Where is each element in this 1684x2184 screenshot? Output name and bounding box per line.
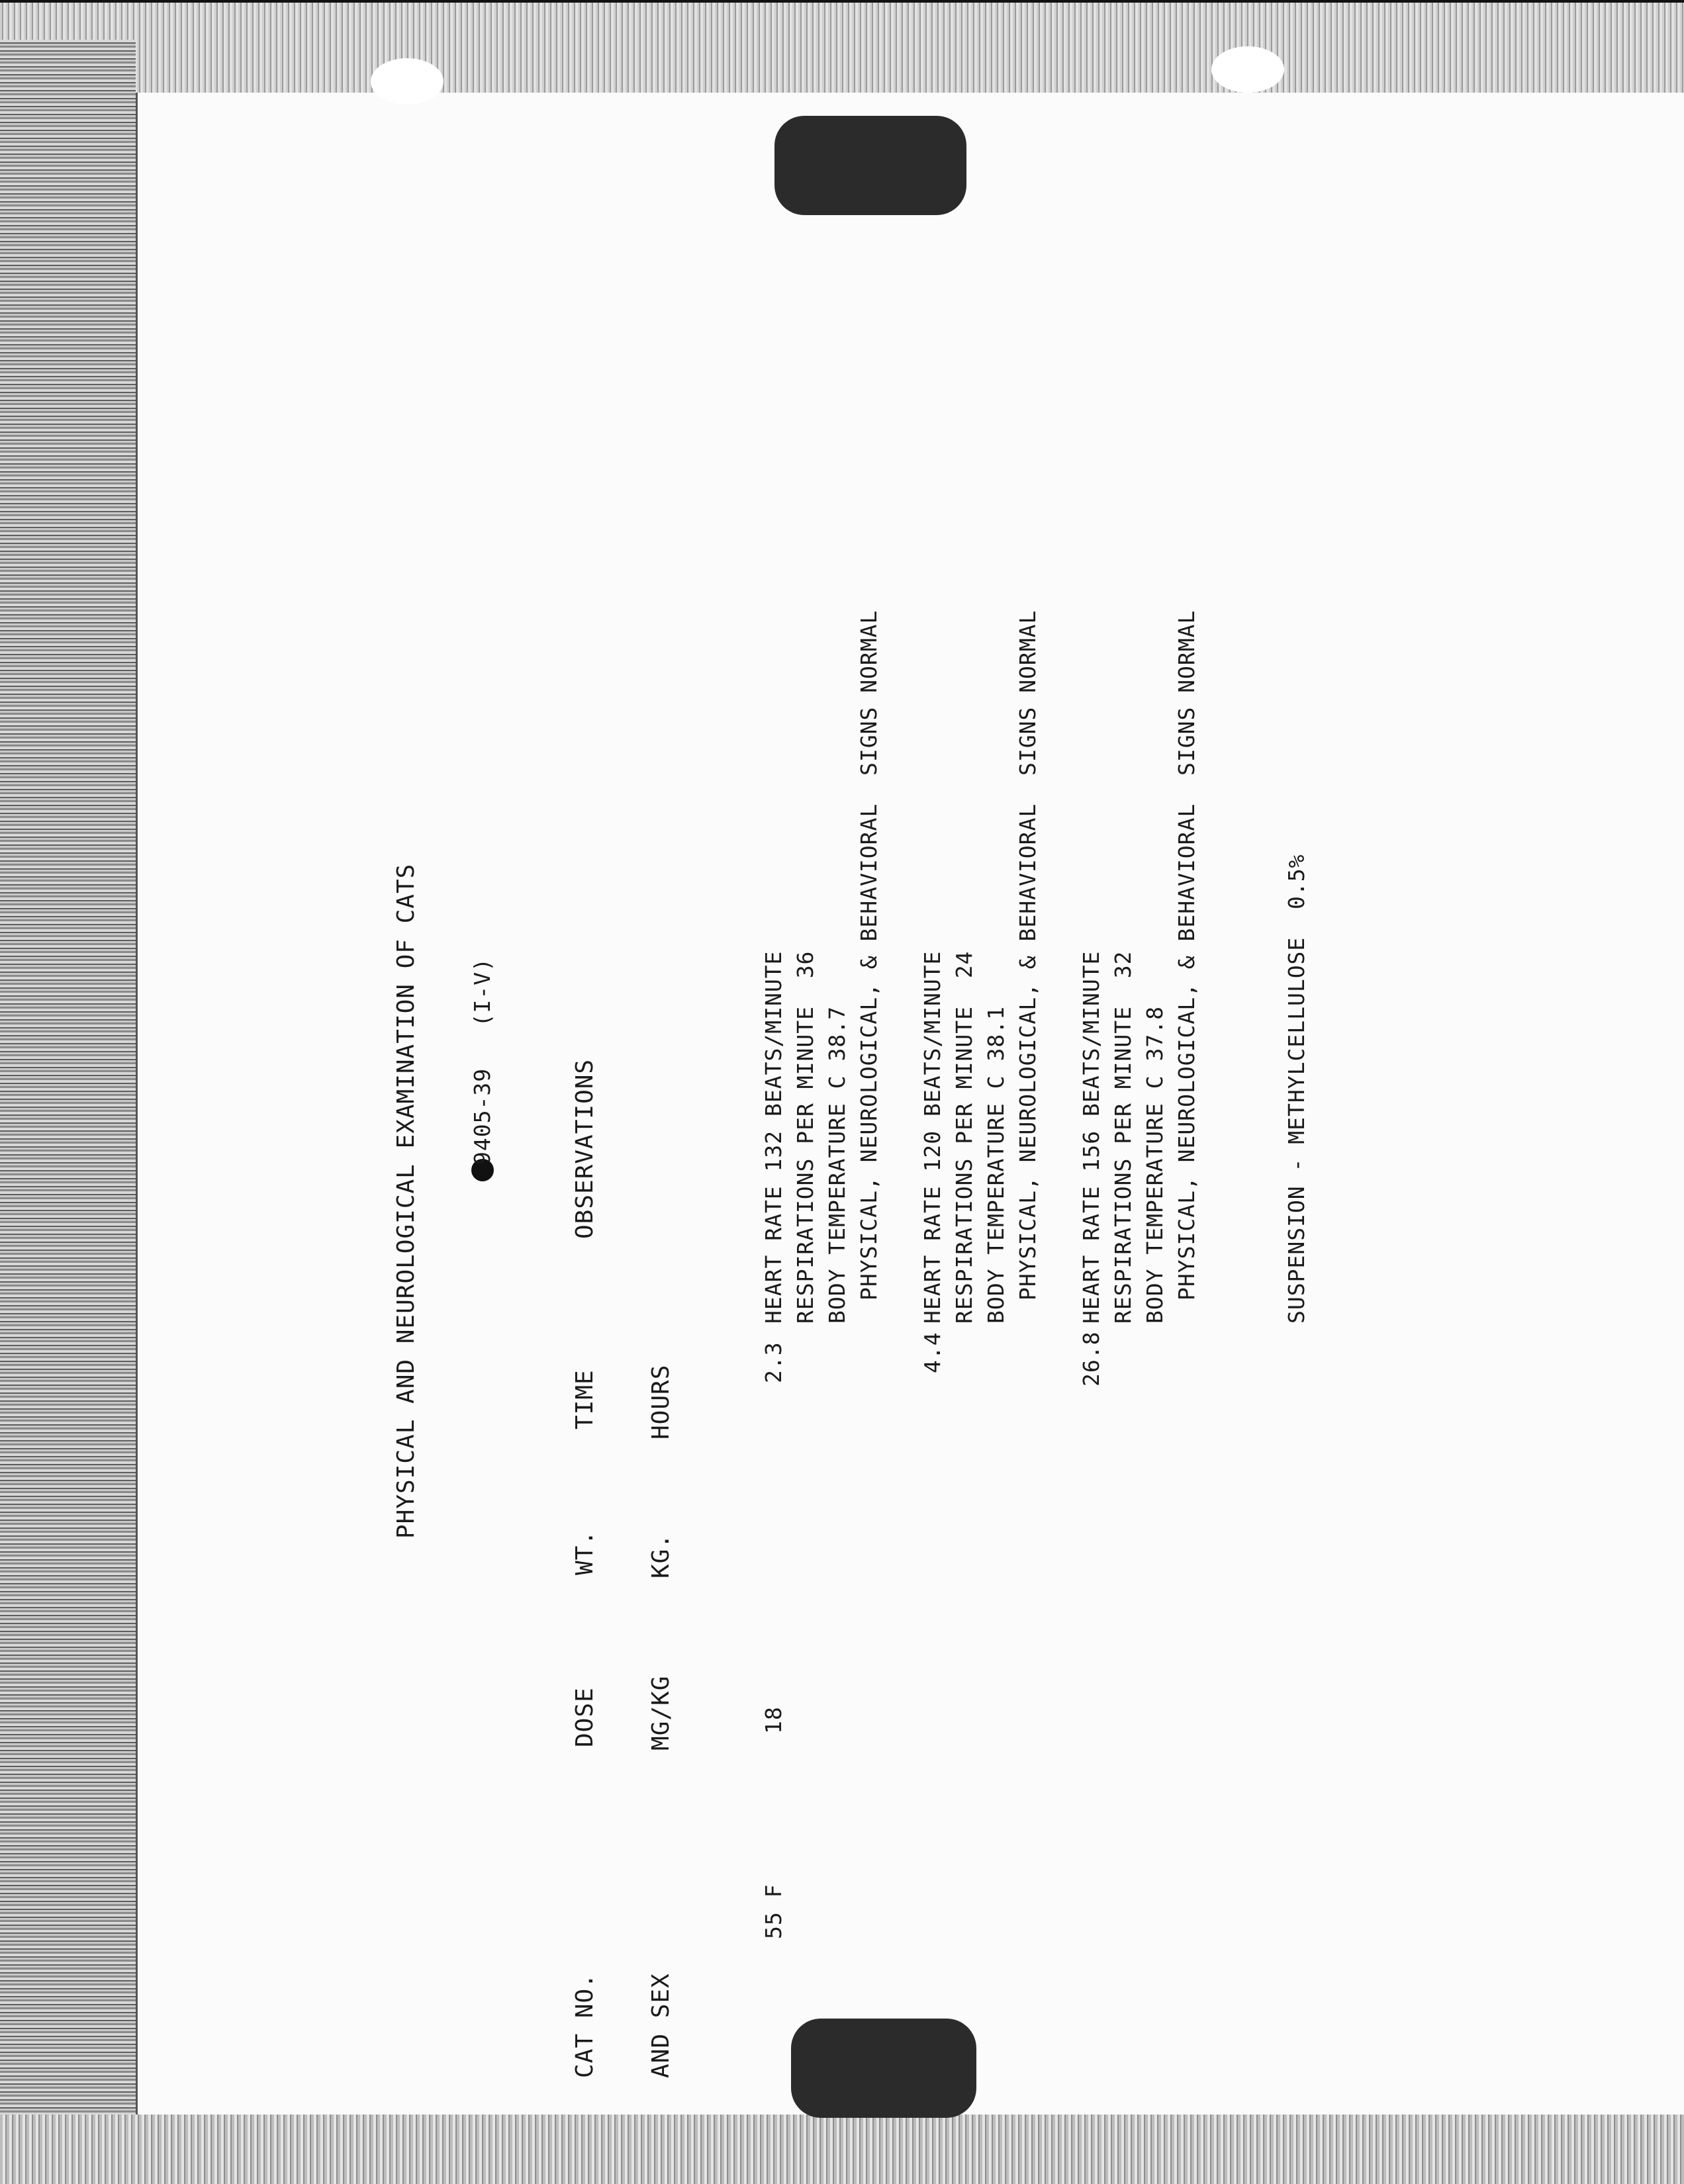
entry-signs: PHYSICAL, NEUROLOGICAL, & BEHAVIORAL SIGNS NORMAL <box>856 610 882 1300</box>
entry-time: 2.3 <box>761 1342 786 1383</box>
entry-heart-rate: HEART RATE 156 BEATS/MINUTE <box>1078 950 1104 1324</box>
entry-time: 4.4 <box>919 1332 945 1373</box>
footnote-suspension: SUSPENSION - METHYLCELLULOSE 0.5% <box>1284 854 1309 1324</box>
header-and-sex: AND SEX <box>647 1973 675 2078</box>
header-mg-kg: MG/KG <box>647 1675 675 1751</box>
header-cat-no: CAT NO. <box>571 1973 598 2078</box>
entry-respirations: RESPIRATIONS PER MINUTE 32 <box>1110 950 1136 1324</box>
header-kg: KG. <box>647 1533 675 1578</box>
entry-heart-rate: HEART RATE 132 BEATS/MINUTE <box>761 950 786 1324</box>
entry-body-temp: BODY TEMPERATURE C 38.7 <box>824 1006 850 1324</box>
cat-id-sex: 55 F <box>761 1884 786 1939</box>
header-dose: DOSE <box>571 1687 598 1747</box>
entry-respirations: RESPIRATIONS PER MINUTE 36 <box>792 950 818 1324</box>
entry-time: 26.8 <box>1078 1331 1104 1387</box>
cat-dose: 18 <box>761 1706 786 1734</box>
header-time: TIME <box>571 1369 598 1430</box>
header-hours: HOURS <box>647 1364 675 1439</box>
document-subtitle: 9405-39 (I-V) <box>469 957 495 1165</box>
entry-body-temp: BODY TEMPERATURE C 37.8 <box>1142 1006 1168 1324</box>
entry-heart-rate: HEART RATE 120 BEATS/MINUTE <box>919 950 945 1324</box>
entry-body-temp: BODY TEMPERATURE C 38.1 <box>983 1006 1009 1324</box>
header-wt: WT. <box>571 1529 598 1575</box>
entry-respirations: RESPIRATIONS PER MINUTE 24 <box>951 950 977 1324</box>
entry-signs: PHYSICAL, NEUROLOGICAL, & BEHAVIORAL SIGNS NORMAL <box>1174 610 1199 1300</box>
document-title: PHYSICAL AND NEUROLOGICAL EXAMINATION OF CATS <box>393 863 420 1539</box>
entry-signs: PHYSICAL, NEUROLOGICAL, & BEHAVIORAL SIGNS NORMAL <box>1015 610 1041 1300</box>
header-observations: OBSERVATIONS <box>571 1058 598 1239</box>
